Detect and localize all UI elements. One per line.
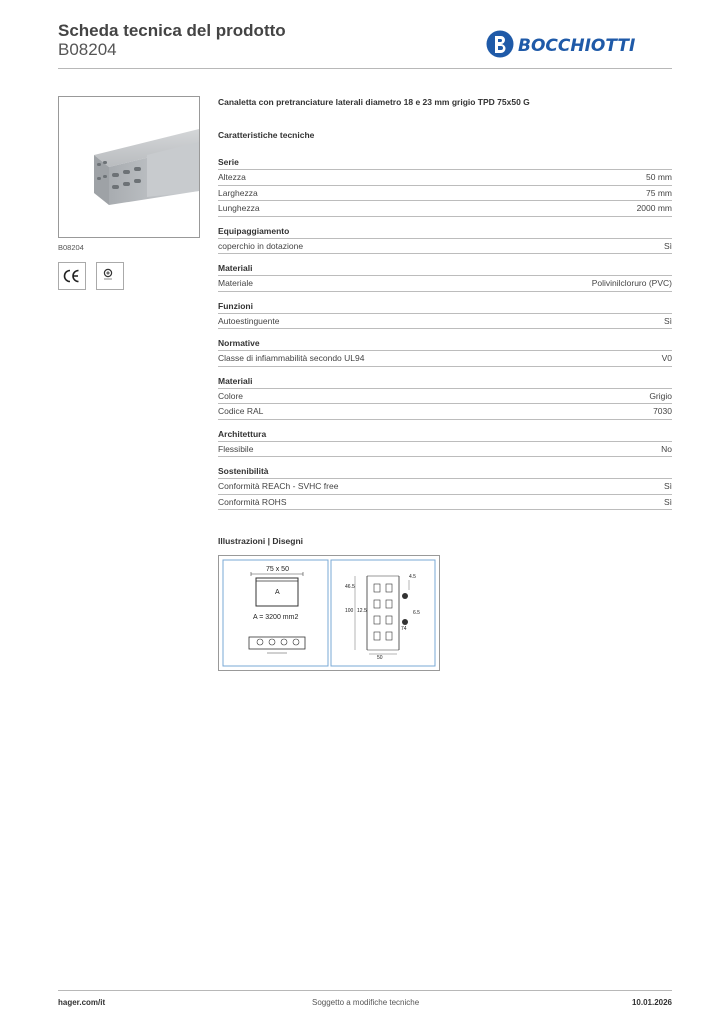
dim-label: 46.5 <box>345 584 355 590</box>
spec-section-equipaggiamento <box>218 225 672 255</box>
dim-label: 74 <box>401 626 407 632</box>
spec-row: Materiale Polivinilcloruro (PVC) <box>218 275 672 292</box>
footer-divider <box>58 990 672 991</box>
footer-website[interactable]: hager.com/it <box>58 998 106 1007</box>
spec-row: Codice RAL 7030 <box>218 403 672 420</box>
section-title: Architettura <box>218 428 267 439</box>
page-title: Scheda tecnica del prodotto <box>58 21 286 40</box>
product-photo <box>58 96 200 238</box>
spec-row: Conformità ROHS Sì <box>218 494 672 511</box>
spec-section-normative <box>218 337 672 367</box>
section-title: Materiali <box>218 375 253 386</box>
section-title: Funzioni <box>218 300 253 311</box>
technical-drawing <box>218 555 440 671</box>
spec-section-funzioni <box>218 300 672 330</box>
header-divider <box>58 68 672 69</box>
spec-row: Colore Grigio <box>218 388 672 404</box>
dim-label: 4.5 <box>409 574 416 580</box>
spec-section-materiali <box>218 262 672 292</box>
section-title: Equipaggiamento <box>218 225 290 236</box>
brand-logo <box>485 28 670 60</box>
spec-row: Flessibile No <box>218 441 672 458</box>
section-dimension-label: 75 x 50 <box>266 566 289 573</box>
spec-row: Larghezza 75 mm <box>218 185 672 201</box>
area-letter: A <box>275 589 280 596</box>
product-code: B08204 <box>58 40 117 59</box>
imq-mark-icon <box>96 262 124 290</box>
dim-label: 100 <box>345 608 354 614</box>
ce-mark-icon <box>58 262 86 290</box>
spec-row: coperchio in dotazione Sì <box>218 238 672 255</box>
brand-name: BOCCHIOTTI <box>518 36 636 56</box>
spec-row: Conformità REACh - SVHC free Sì <box>218 478 672 494</box>
section-title: Materiali <box>218 263 253 273</box>
footer-notice: Soggetto a modifiche tecniche <box>312 998 420 1007</box>
photo-caption: B08204 <box>58 243 84 252</box>
spec-section-serie <box>218 156 672 217</box>
spec-table <box>218 156 672 518</box>
dim-label: 6.5 <box>413 610 420 616</box>
characteristics-title: Caratteristiche tecniche <box>218 130 315 140</box>
spec-row: Autoestinguente Sì <box>218 313 672 330</box>
spec-section-sostenibilita <box>218 465 672 510</box>
spec-row: Classe di infiammabilità secondo UL94 V0 <box>218 350 672 367</box>
dim-label: 12.5 <box>357 608 367 614</box>
illustrations-title: Illustrazioni | Disegni <box>218 536 304 546</box>
section-title: Serie <box>218 157 239 167</box>
area-value: A = 3200 mm2 <box>253 614 299 621</box>
section-title: Sostenibilità <box>218 466 269 476</box>
spec-section-materiali-colore <box>218 375 672 420</box>
spec-row: Altezza 50 mm <box>218 169 672 185</box>
product-description: Canaletta con pretranciature laterali diametro 18 e 23 mm grigio TPD 75x50 G <box>218 97 530 107</box>
footer-date: 10.01.2026 <box>631 998 672 1007</box>
spec-section-architettura <box>218 428 672 458</box>
dim-label: 50 <box>377 655 383 661</box>
section-title: Normative <box>218 338 260 348</box>
spec-row: Lunghezza 2000 mm <box>218 200 672 217</box>
